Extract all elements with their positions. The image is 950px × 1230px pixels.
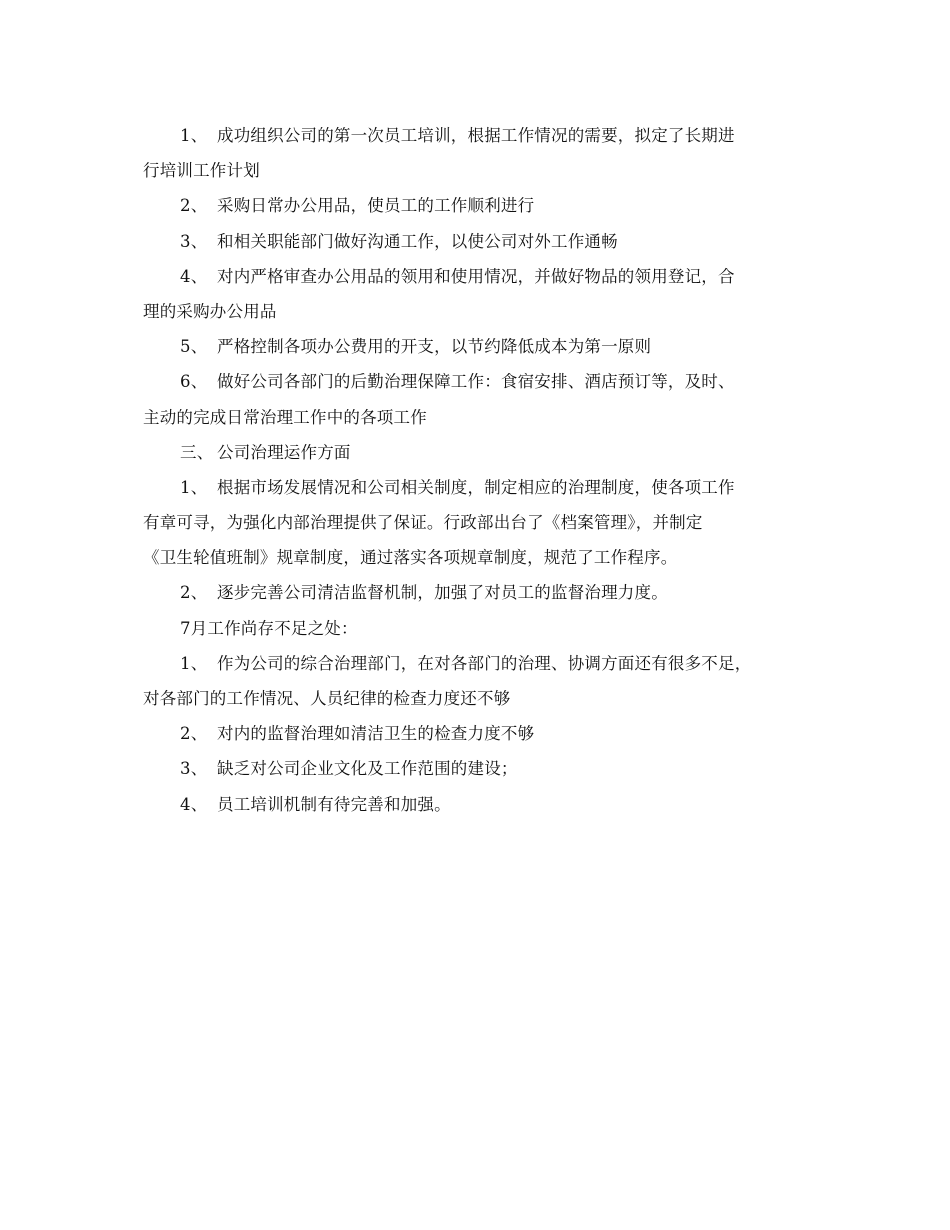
shortcoming-item-1 bbox=[143, 646, 807, 681]
list-item-6-continued bbox=[143, 400, 807, 435]
item-text: 逐步完善公司清洁监督机制，加强了对员工的监督治理力度。 bbox=[217, 583, 668, 603]
item-text: 员工培训机制有待完善和加强。 bbox=[217, 794, 451, 814]
section-heading-3 bbox=[143, 435, 807, 470]
item-text: 严格控制各项办公费用的开支，以节约降低成本为第一原则 bbox=[217, 337, 652, 357]
section-item-1 bbox=[143, 470, 807, 505]
item-text: 对各部门的工作情况、人员纪律的检查力度还不够 bbox=[143, 689, 511, 708]
item-text: 有章可寻，为强化内部治理提供了保证。行政部出台了《档案管理》，并制定 bbox=[143, 513, 703, 533]
list-item-1 bbox=[143, 118, 807, 153]
shortcoming-item-2 bbox=[143, 716, 807, 751]
item-number: 3、 bbox=[180, 231, 208, 251]
item-text: 对内的监督治理如清洁卫生的检查力度不够 bbox=[217, 724, 535, 744]
section-item-1-continued bbox=[143, 505, 807, 540]
list-item-3 bbox=[143, 224, 807, 259]
item-text: 作为公司的综合治理部门，在对各部门的治理、协调方面还有很多不足， bbox=[217, 653, 752, 673]
list-item-2 bbox=[143, 188, 807, 223]
item-number: 2、 bbox=[180, 724, 208, 744]
heading-text: 7月工作尚存不足之处： bbox=[180, 618, 358, 638]
list-item-4-continued bbox=[143, 294, 807, 329]
item-text: 采购日常办公用品，使员工的工作顺利进行 bbox=[217, 196, 535, 216]
item-number: 4、 bbox=[180, 266, 208, 286]
item-text: 做好公司各部门的后勤治理保障工作：食宿安排、酒店预订等，及时、 bbox=[217, 372, 735, 392]
item-text: 《卫生轮值班制》规章制度，通过落实各项规章制度，规范了工作程序。 bbox=[143, 548, 678, 568]
item-text: 缺乏对公司企业文化及工作范围的建设； bbox=[217, 759, 518, 779]
item-number: 1、 bbox=[180, 477, 208, 497]
item-number: 1、 bbox=[180, 653, 208, 673]
list-item-4 bbox=[143, 259, 807, 294]
shortcoming-item-1-continued bbox=[143, 681, 807, 716]
list-item-5 bbox=[143, 329, 807, 364]
item-number: 3、 bbox=[180, 759, 208, 779]
list-item-6 bbox=[143, 364, 807, 399]
document-body bbox=[143, 118, 807, 822]
section-number: 三、 bbox=[180, 442, 214, 462]
shortcoming-item-4 bbox=[143, 787, 807, 822]
item-text: 行培训工作计划 bbox=[143, 161, 260, 181]
item-text: 和相关职能部门做好沟通工作，以使公司对外工作通畅 bbox=[217, 231, 618, 251]
item-number: 1、 bbox=[180, 126, 208, 145]
item-number: 4、 bbox=[180, 794, 208, 814]
item-number: 5、 bbox=[180, 337, 208, 357]
section-title: 公司治理运作方面 bbox=[217, 442, 351, 462]
shortcomings-heading bbox=[143, 611, 807, 646]
item-text: 成功组织公司的第一次员工培训，根据工作情况的需要，拟定了长期进 bbox=[217, 126, 735, 145]
shortcoming-item-3 bbox=[143, 751, 807, 786]
item-number: 2、 bbox=[180, 196, 208, 216]
item-number: 6、 bbox=[180, 372, 208, 392]
section-item-1-continued bbox=[143, 540, 807, 575]
item-text: 主动的完成日常治理工作中的各项工作 bbox=[143, 407, 427, 427]
item-text: 根据市场发展情况和公司相关制度，制定相应的治理制度，使各项工作 bbox=[217, 477, 735, 497]
item-text: 理的采购办公用品 bbox=[143, 301, 277, 321]
section-item-2 bbox=[143, 575, 807, 610]
item-number: 2、 bbox=[180, 583, 208, 603]
item-text: 对内严格审查办公用品的领用和使用情况，并做好物品的领用登记，合 bbox=[217, 266, 735, 286]
list-item-1-continued bbox=[143, 153, 807, 188]
